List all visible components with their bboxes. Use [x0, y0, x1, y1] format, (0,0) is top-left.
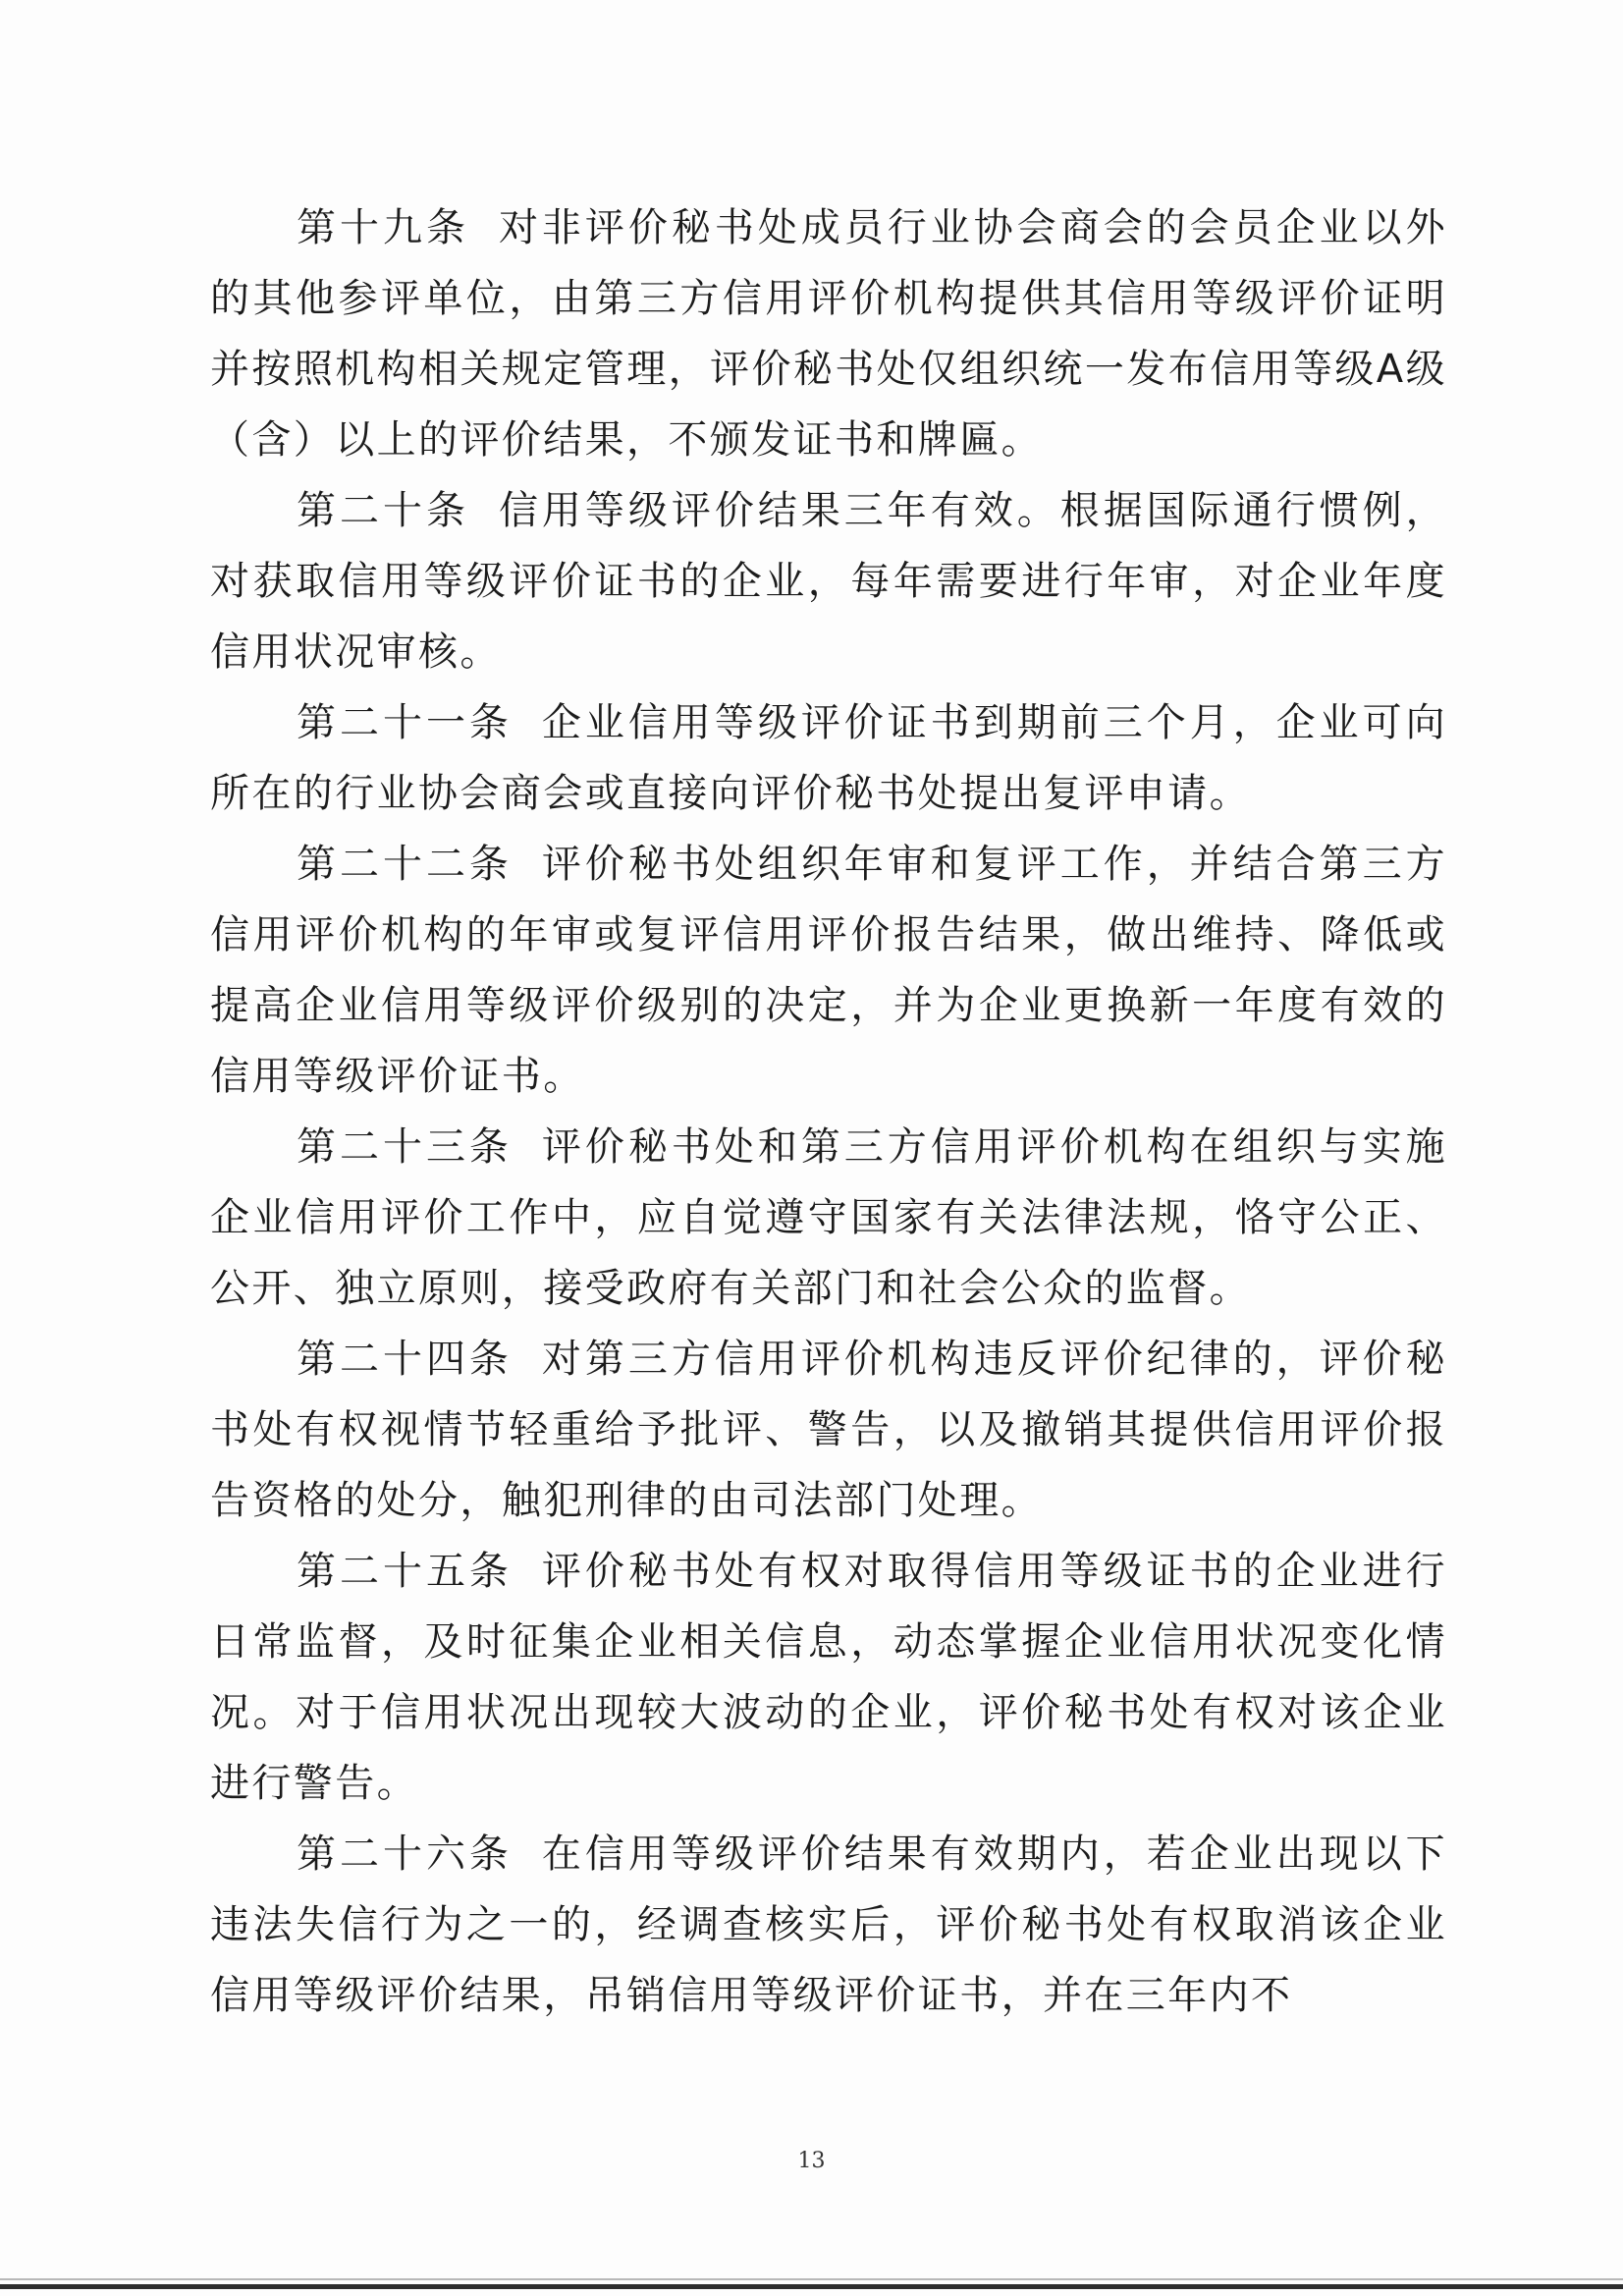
- article-paragraph: [210, 1819, 1447, 2031]
- article-paragraph: [210, 829, 1447, 1112]
- article-number: 第二十五条: [297, 1549, 513, 1594]
- article-text: 评价秘书处和第三方信用评价机构在组织与实施企业信用评价工作中，应自觉遵守国家有关法律法规，恪守公正、公开、独立原则，接受政府有关部门和社会公众的监督。: [210, 1124, 1447, 1311]
- article-text: 信用等级评价结果三年有效。根据国际通行惯例，对获取信用等级评价证书的企业，每年需要进行年审，对企业年度信用状况审核。: [210, 488, 1447, 675]
- article-number: 第二十二条: [297, 842, 513, 887]
- article-number: 第二十条: [297, 488, 469, 533]
- article-paragraph: [210, 475, 1447, 687]
- article-text: 企业信用等级评价证书到期前三个月，企业可向所在的行业协会商会或直接向评价秘书处提出复评申请。: [210, 700, 1447, 816]
- article-text: 对非评价秘书处成员行业协会商会的会员企业以外的其他参评单位，由第三方信用评价机构提供其信用等级评价证明并按照机构相关规定管理，评价秘书处仅组织统一发布信用等级A级（含）以上的评价结果，不颁发证书和牌匾。: [210, 205, 1447, 463]
- article-paragraph: [210, 1536, 1447, 1819]
- article-number: 第二十六条: [297, 1831, 513, 1877]
- article-text: 在信用等级评价结果有效期内，若企业出现以下违法失信行为之一的，经调查核实后，评价秘书处有权取消该企业信用等级评价结果，吊销信用等级评价证书，并在三年内不: [210, 1831, 1447, 2018]
- article-number: 第二十一条: [297, 700, 513, 745]
- article-paragraph: [210, 192, 1447, 475]
- article-paragraph: [210, 1324, 1447, 1536]
- article-paragraph: [210, 687, 1447, 829]
- document-body: [210, 192, 1447, 2031]
- article-text: 评价秘书处组织年审和复评工作，并结合第三方信用评价机构的年审或复评信用评价报告结果，做出维持、降低或提高企业信用等级评价级别的决定，并为企业更换新一年度有效的信用等级评价证书。: [210, 842, 1447, 1099]
- scan-edge-line: [0, 2284, 1623, 2289]
- scan-edge-shadow: [0, 2278, 1623, 2280]
- article-number: 第十九条: [297, 205, 469, 250]
- article-text: 评价秘书处有权对取得信用等级证书的企业进行日常监督，及时征集企业相关信息，动态掌握企业信用状况变化情况。对于信用状况出现较大波动的企业，评价秘书处有权对该企业进行警告。: [210, 1549, 1447, 1806]
- article-number: 第二十三条: [297, 1124, 513, 1170]
- article-number: 第二十四条: [297, 1337, 513, 1382]
- article-paragraph: [210, 1112, 1447, 1324]
- article-text: 对第三方信用评价机构违反评价纪律的，评价秘书处有权视情节轻重给予批评、警告，以及撤销其提供信用评价报告资格的处分，触犯刑律的由司法部门处理。: [210, 1337, 1447, 1523]
- page-number: 13: [797, 2149, 826, 2173]
